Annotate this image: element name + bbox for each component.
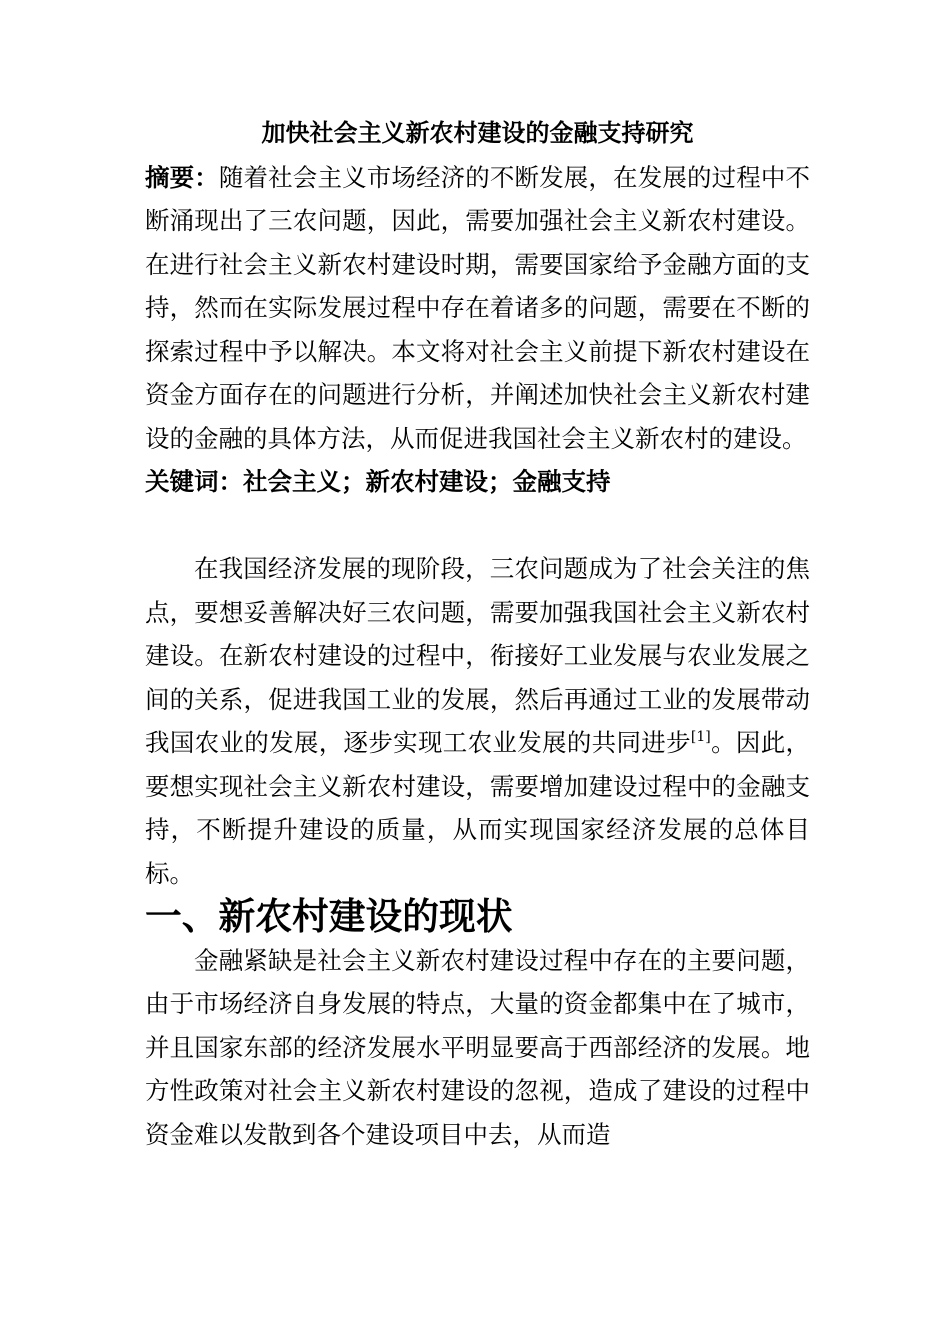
blank-line <box>145 504 810 548</box>
abstract-label: 摘要： <box>145 162 219 192</box>
keywords-line: 关键词：社会主义；新农村建设；金融支持 <box>145 467 611 496</box>
intro-paragraph <box>145 547 810 895</box>
abstract-paragraph <box>145 156 810 461</box>
intro-text-part1: 在我国经济发展的现阶段，三农问题成为了社会关注的焦点，要想妥善解决好三农问题，需要加强我国社会主义新农村建设。在新农村建设的过程中，衔接好工业发展与农业发展之间的关系，促进我国工业的发展，然后再通过工业的发展带动我国农业的发展，逐步实现工农业发展的共同进步 <box>145 554 810 757</box>
section-heading: 一、新农村建设的现状 <box>145 895 513 938</box>
citation-marker: [1] <box>690 729 711 745</box>
document-title: 加快社会主义新农村建设的金融支持研究 <box>261 119 694 147</box>
intro-text-part2: 。因此，要想实现社会主义新农村建设，需要增加建设过程中的金融支持，不断提升建设的质量，从而实现国家经济发展的总体目标。 <box>145 728 811 888</box>
section-paragraph: 金融紧缺是社会主义新农村建设过程中存在的主要问题，由于市场经济自身发展的特点，大量的资金都集中在了城市，并且国家东部的经济发展水平明显要高于西部经济的发展。地方性政策对社会主义新农村建设的忽视，造成了建设的过程中资金难以发散到各个建设项目中去，从而造 <box>145 945 810 1149</box>
document-page <box>145 112 810 1156</box>
abstract-text: 随着社会主义市场经济的不断发展，在发展的过程中不断涌现出了三农问题，因此，需要加强社会主义新农村建设。在进行社会主义新农村建设时期，需要国家给予金融方面的支持，然而在实际发展过程中存在着诸多的问题，需要在不断的探索过程中予以解决。本文将对社会主义前提下新农村建设在资金方面存在的问题进行分析，并阐述加快社会主义新农村建设的金融的具体方法，从而促进我国社会主义新农村的建设。 <box>145 162 810 453</box>
